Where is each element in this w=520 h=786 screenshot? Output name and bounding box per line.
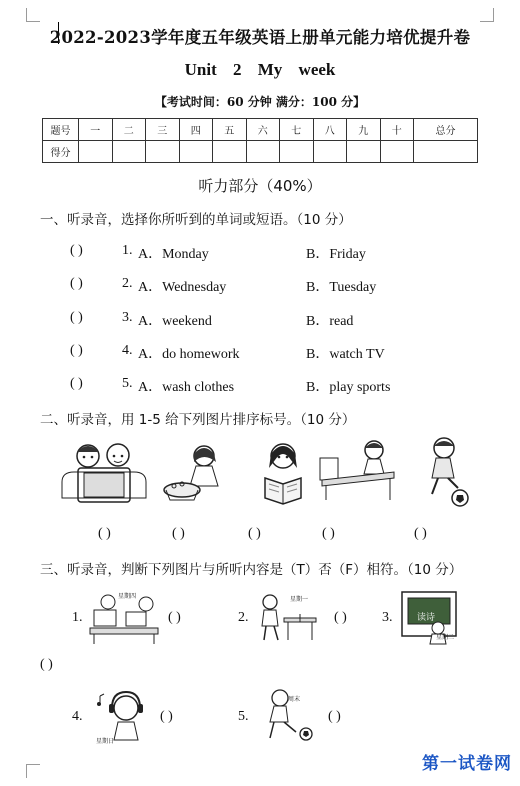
boy-doing-homework-picture — [318, 438, 398, 502]
column-header: 十 — [380, 119, 414, 141]
column-header: 一 — [79, 119, 113, 141]
score-cell[interactable] — [347, 141, 381, 163]
order-blank-5[interactable]: ( ) — [414, 526, 427, 541]
score-cell[interactable] — [112, 141, 146, 163]
day-caption: 星期四 — [118, 593, 137, 600]
option-b: B．play sports — [306, 380, 391, 395]
boy-playing-football-picture — [418, 436, 474, 508]
question-number: 2. — [238, 610, 249, 625]
site-watermark: 第一试卷网 — [422, 754, 512, 774]
section3-heading: 三、听录音，判断下列图片与所听内容是（T）否（F）相符。（10 分） — [40, 562, 463, 578]
unit-title: Unit 2 My week — [184, 60, 336, 79]
page-title: 2022-2023学年度五年级英语上册单元能力培优提升卷 — [49, 28, 471, 47]
day-caption: 星期二 — [436, 634, 455, 641]
column-header: 六 — [246, 119, 280, 141]
girl-washing-clothes-picture — [160, 442, 232, 504]
order-blank-4[interactable]: ( ) — [322, 526, 335, 541]
score-cell[interactable] — [414, 141, 478, 163]
option-b: B．watch TV — [306, 347, 385, 362]
score-cell[interactable] — [246, 141, 280, 163]
question-number: 1. — [122, 243, 133, 258]
option-a: A．do homework — [138, 347, 240, 362]
column-header-total: 总分 — [414, 119, 478, 141]
section1-heading: 一、听录音，选择你所听到的单词或短语。（10 分） — [40, 212, 352, 228]
question-number: 5. — [238, 709, 249, 724]
answer-blank[interactable]: ( ) — [70, 243, 83, 258]
option-a: A．Monday — [138, 247, 209, 262]
question-number: 4. — [122, 343, 133, 358]
option-a: A．wash clothes — [138, 380, 235, 395]
column-header: 二 — [112, 119, 146, 141]
score-cell[interactable] — [313, 141, 347, 163]
listening-part-title: 听力部分（40%） — [198, 177, 322, 195]
column-header: 五 — [213, 119, 247, 141]
column-header: 七 — [280, 119, 314, 141]
option-a: A．Wednesday — [138, 280, 227, 295]
judge-blank-5[interactable]: ( ) — [328, 709, 341, 724]
day-caption: 星期日 — [96, 738, 115, 745]
score-cell[interactable] — [280, 141, 314, 163]
score-cell[interactable] — [380, 141, 414, 163]
section2-heading: 二、听录音，用 1-5 给下列图片排序标号。（10 分） — [40, 412, 356, 428]
exam-info: 【考试时间：60 分钟 满分：100 分】 — [154, 95, 366, 109]
answer-blank[interactable]: ( ) — [70, 310, 83, 325]
blackboard-text: 读诗 — [417, 613, 436, 623]
score-cell[interactable] — [146, 141, 180, 163]
row-label-score: 得分 — [43, 141, 79, 163]
judge-blank-4[interactable]: ( ) — [160, 709, 173, 724]
option-a: A．weekend — [138, 314, 212, 329]
judge-blank-1[interactable]: ( ) — [168, 610, 181, 625]
answer-blank[interactable]: ( ) — [70, 343, 83, 358]
option-b: B．read — [306, 314, 354, 329]
kids-watching-tv-picture — [58, 438, 150, 506]
option-b: B．Tuesday — [306, 280, 377, 295]
day-caption: 星期一 — [290, 596, 309, 603]
question-number: 5. — [122, 376, 133, 391]
score-table-header-row — [43, 119, 478, 141]
question-number: 4. — [72, 709, 83, 724]
judge-blank-2[interactable]: ( ) — [334, 610, 347, 625]
column-header: 八 — [313, 119, 347, 141]
score-cell[interactable] — [213, 141, 247, 163]
score-table-score-row — [43, 141, 478, 163]
question-number: 2. — [122, 276, 133, 291]
question-number: 3. — [122, 310, 133, 325]
judge-blank-3[interactable]: ( ) — [40, 657, 53, 672]
order-blank-1[interactable]: ( ) — [98, 526, 111, 541]
day-caption: 周末 — [288, 696, 301, 703]
girl-reading-picture — [255, 438, 311, 506]
question-number: 3. — [382, 610, 393, 625]
column-header: 三 — [146, 119, 180, 141]
column-header: 九 — [347, 119, 381, 141]
question-number: 1. — [72, 610, 83, 625]
answer-blank[interactable]: ( ) — [70, 376, 83, 391]
row-label-number: 题号 — [43, 119, 79, 141]
order-blank-3[interactable]: ( ) — [248, 526, 261, 541]
score-cell[interactable] — [79, 141, 113, 163]
crop-mark-top-left — [26, 8, 40, 22]
option-b: B．Friday — [306, 247, 366, 262]
boy-playing-ping-pong-picture — [254, 592, 318, 644]
column-header: 四 — [179, 119, 213, 141]
score-cell[interactable] — [179, 141, 213, 163]
score-table — [42, 118, 478, 163]
order-blank-2[interactable]: ( ) — [172, 526, 185, 541]
answer-blank[interactable]: ( ) — [70, 276, 83, 291]
crop-mark-bottom-left — [26, 764, 40, 778]
crop-mark-top-right — [480, 8, 494, 22]
